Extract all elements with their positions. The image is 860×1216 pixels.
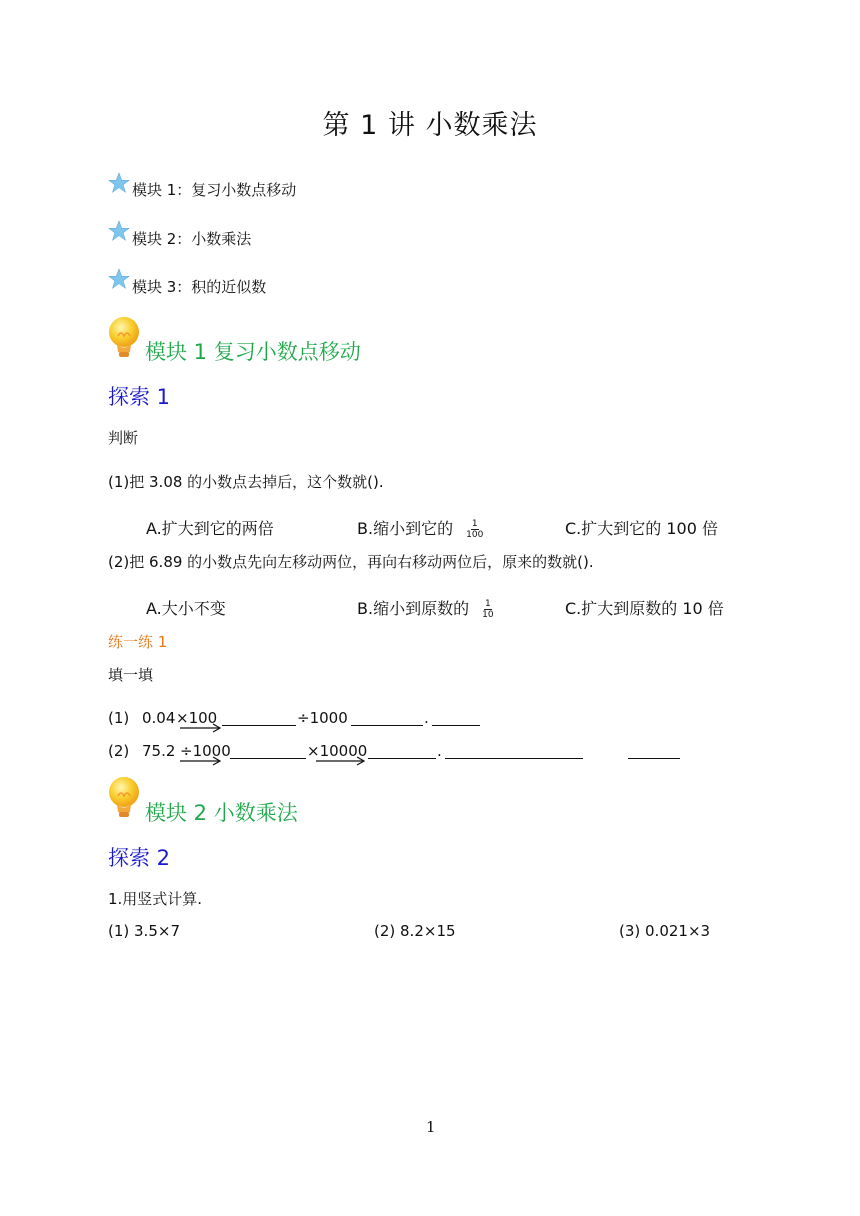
fill-2-op1: ÷1000	[180, 742, 231, 760]
q2-option-c: C.扩大到原数的 10 倍	[565, 599, 724, 618]
judge-heading: 判断	[108, 429, 139, 447]
fraction	[482, 599, 493, 620]
module-2-title: 模块 2 小数乘法	[145, 801, 298, 825]
outline-item-3: 模块 3：积的近似数	[132, 278, 267, 296]
q1-option-b	[357, 516, 483, 540]
problem-2: (2) 8.2×15	[374, 922, 456, 940]
fraction-denominator: 100	[466, 530, 484, 540]
q2-option-a: A.大小不变	[146, 599, 226, 618]
fill-1-blank-2[interactable]	[351, 711, 423, 726]
fill-heading: 填一填	[108, 666, 154, 684]
arrow-right-icon	[180, 723, 222, 733]
fill-1-op2: ÷1000	[297, 709, 348, 727]
problem-1: (1) 3.5×7	[108, 922, 180, 940]
page-number: 1	[426, 1118, 436, 1136]
fill-1-dot: .	[424, 709, 429, 727]
outline-item-2: 模块 2：小数乘法	[132, 230, 252, 248]
explore-2-title: 探索 2	[108, 846, 171, 870]
lightbulb-icon	[106, 316, 142, 360]
page-title: 第 1 讲 小数乘法	[322, 110, 538, 141]
problem-3: (3) 0.021×3	[619, 922, 711, 940]
question-1: (1)把 3.08 的小数点去掉后，这个数就().	[108, 473, 384, 491]
fill-1-op1: ×100	[176, 709, 218, 727]
fill-2-blank-3[interactable]	[445, 744, 583, 759]
fill-1-start: 0.04	[142, 709, 176, 727]
vertical-calc-heading: 1.用竖式计算.	[108, 890, 203, 908]
fill-2-op2: ×10000	[307, 742, 368, 760]
q1-option-b-label: B.缩小到它的	[357, 519, 454, 538]
practice-1-title: 练一练 1	[108, 633, 168, 651]
fraction-denominator: 10	[482, 610, 494, 620]
fill-2-blank-2[interactable]	[368, 744, 436, 759]
star-icon	[108, 172, 130, 194]
question-2: (2)把 6.89 的小数点先向左移动两位，再向右移动两位后，原来的数就().	[108, 553, 594, 571]
q1-option-a: A.扩大到它的两倍	[146, 519, 274, 538]
arrow-right-icon	[316, 756, 366, 766]
fraction-numerator: 1	[485, 599, 491, 609]
explore-1-title: 探索 1	[108, 385, 171, 409]
fraction	[466, 519, 483, 540]
q2-option-b-label: B.缩小到原数的	[357, 599, 470, 618]
fill-2-number: (2)	[108, 742, 130, 760]
outline-item-1: 模块 1：复习小数点移动	[132, 181, 297, 199]
q1-option-c: C.扩大到它的 100 倍	[565, 519, 718, 538]
fill-1-number: (1)	[108, 709, 130, 727]
fill-2-dot: .	[437, 742, 442, 760]
fill-1-blank-3[interactable]	[432, 711, 480, 726]
fill-1-blank-1[interactable]	[222, 711, 296, 726]
star-icon	[108, 268, 130, 290]
q2-option-b	[357, 596, 494, 620]
fill-2-start: 75.2	[142, 742, 176, 760]
module-1-title: 模块 1 复习小数点移动	[145, 340, 361, 364]
star-icon	[108, 220, 130, 242]
lightbulb-icon	[106, 776, 142, 820]
fraction-numerator: 1	[471, 519, 478, 529]
fill-2-blank-4[interactable]	[628, 744, 680, 759]
fill-2-blank-1[interactable]	[230, 744, 306, 759]
arrow-right-icon	[180, 756, 222, 766]
